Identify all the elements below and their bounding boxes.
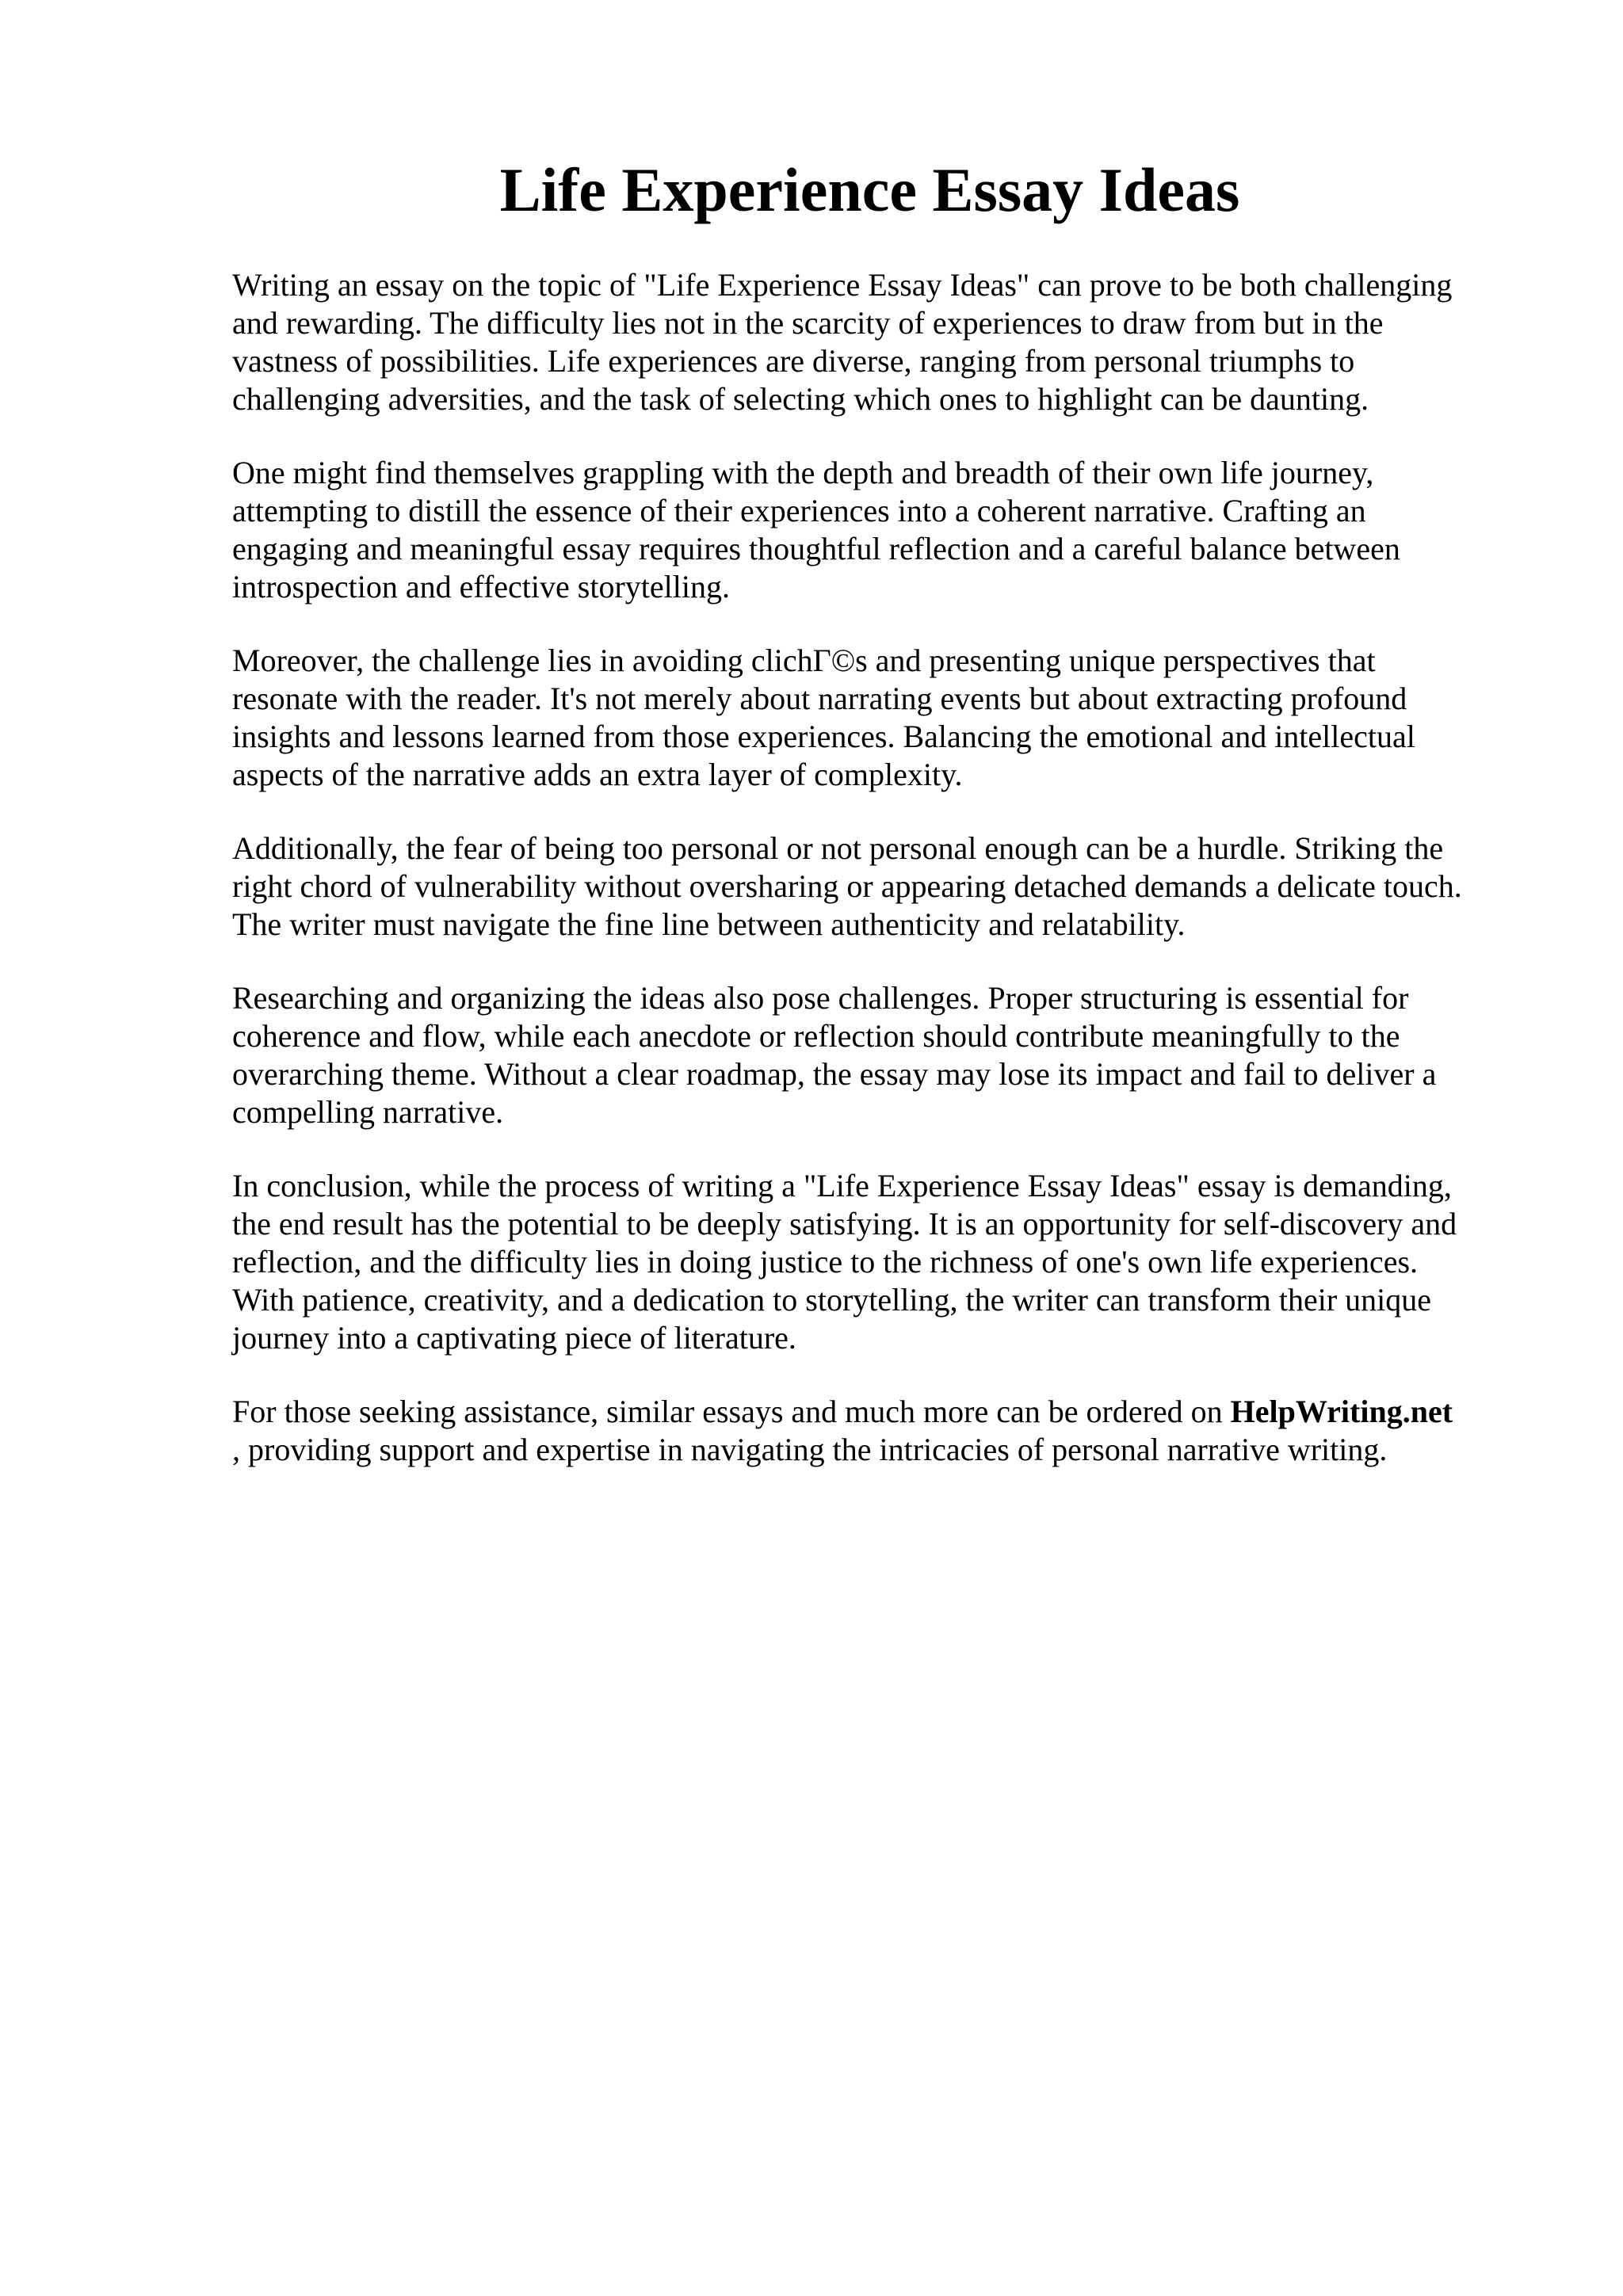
text-line: insights and lessons learned from those experiences. Balancing the emotional and intellectual bbox=[232, 719, 1415, 754]
paragraph-1 bbox=[232, 266, 1516, 418]
text-line: Additionally, the fear of being too personal or not personal enough can be a hurdle. Striking the bbox=[232, 830, 1444, 866]
closing-line-2: , providing support and expertise in navigating the intricacies of personal narrative writing. bbox=[232, 1432, 1388, 1467]
text-line: and rewarding. The difficulty lies not in the scarcity of experiences to draw from but in the bbox=[232, 305, 1384, 341]
text-line: attempting to distill the essence of their experiences into a coherent narrative. Crafting an bbox=[232, 493, 1366, 528]
closing-line-1 bbox=[232, 1393, 1516, 1431]
text-line: One might find themselves grappling with the depth and breadth of their own life journey, bbox=[232, 455, 1374, 490]
text-line: coherence and flow, while each anecdote or reflection should contribute meaningfully to the bbox=[232, 1018, 1400, 1054]
text-line: aspects of the narrative adds an extra layer of complexity. bbox=[232, 757, 963, 792]
paragraph-4 bbox=[232, 830, 1516, 944]
text-line: reflection, and the difficulty lies in doing justice to the richness of one's own life experiences. bbox=[232, 1244, 1419, 1280]
text-line: The writer must navigate the fine line between authenticity and relatability. bbox=[232, 906, 1186, 942]
text-line: vastness of possibilities. Life experiences are diverse, ranging from personal triumphs to bbox=[232, 343, 1355, 379]
text-line: Writing an essay on the topic of "Life Experience Essay Ideas" can prove to be both challenging bbox=[232, 267, 1453, 303]
text-line: the end result has the potential to be deeply satisfying. It is an opportunity for self-discovery and bbox=[232, 1206, 1457, 1241]
text-line: compelling narrative. bbox=[232, 1094, 504, 1130]
paragraph-3 bbox=[232, 642, 1516, 794]
closing-text: For those seeking assistance, similar essays and much more can be ordered on bbox=[232, 1394, 1231, 1429]
closing-paragraph bbox=[232, 1393, 1516, 1469]
page-title: Life Experience Essay Ideas bbox=[499, 155, 1240, 224]
paragraph-6 bbox=[232, 1167, 1516, 1357]
text-line: In conclusion, while the process of writing a "Life Experience Essay Ideas" essay is demanding, bbox=[232, 1168, 1452, 1203]
text-line: challenging adversities, and the task of selecting which ones to highlight can be daunting. bbox=[232, 381, 1369, 417]
text-line: resonate with the reader. It's not merely about narrating events but about extracting profound bbox=[232, 681, 1407, 716]
paragraph-5 bbox=[232, 979, 1516, 1131]
essay-body bbox=[232, 266, 1516, 1505]
text-line: overarching theme. Without a clear roadmap, the essay may lose its impact and fail to deliver a bbox=[232, 1056, 1437, 1092]
text-line: Moreover, the challenge lies in avoiding clichΓ©s and presenting unique perspectives that bbox=[232, 643, 1376, 678]
text-line: engaging and meaningful essay requires thoughtful reflection and a careful balance between bbox=[232, 531, 1400, 566]
paragraph-2 bbox=[232, 454, 1516, 606]
helpwriting-brand-link[interactable]: HelpWriting.net bbox=[1230, 1394, 1453, 1429]
text-line: journey into a captivating piece of literature. bbox=[232, 1320, 796, 1356]
text-line: introspection and effective storytelling. bbox=[232, 569, 730, 605]
text-line: Researching and organizing the ideas also pose challenges. Proper structuring is essential for bbox=[232, 980, 1409, 1016]
text-line: right chord of vulnerability without oversharing or appearing detached demands a delicate touch. bbox=[232, 868, 1462, 904]
text-line: With patience, creativity, and a dedication to storytelling, the writer can transform their unique bbox=[232, 1282, 1432, 1318]
